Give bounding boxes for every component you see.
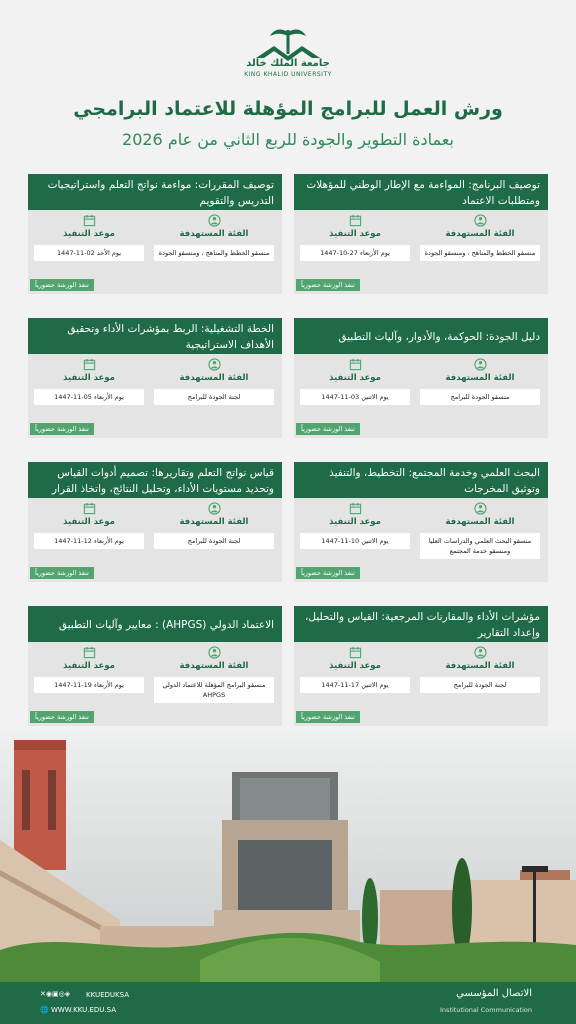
date-value: يوم الأربعاء 19-11-1447 xyxy=(34,677,144,693)
audience-label: الفئة المستهدفة xyxy=(445,517,515,527)
date-label: موعد التنفيذ xyxy=(63,661,115,671)
workshop-title-text: البحث العلمي وخدمة المجتمع: التخطيط، والتنفيذ وتوثيق المخرجات xyxy=(329,467,540,495)
date-column xyxy=(34,502,144,549)
audience-label: الفئة المستهدفة xyxy=(445,229,515,239)
date-value: يوم الاثنين 10-11-1447 xyxy=(300,533,410,549)
workshop-title xyxy=(28,606,282,642)
date-column xyxy=(300,358,410,405)
date-column xyxy=(34,214,144,261)
calendar-icon xyxy=(83,646,96,659)
workshop-title xyxy=(28,318,282,354)
workshop-title xyxy=(294,174,548,210)
workshop-title xyxy=(294,606,548,642)
audience-label: الفئة المستهدفة xyxy=(179,661,249,671)
audience-value: لجنة الجودة للبرامج xyxy=(154,389,274,405)
audience-value: منسقو الخطط والمناهج ، ومنسقو الجودة xyxy=(420,245,540,261)
audience-value: منسقو الخطط والمناهج ، ومنسقو الجودة xyxy=(154,245,274,261)
date-value: يوم الاثنين 03-11-1447 xyxy=(300,389,410,405)
footer xyxy=(0,982,576,1024)
calendar-icon xyxy=(349,214,362,227)
workshop-title-text: قياس نواتج التعلم وتقاريرها: تصميم أدوات القياس وتحديد مستويات الأداء، وتحليل النتائج، واتخاذ القرار xyxy=(51,467,274,495)
audience-column xyxy=(154,358,274,405)
university-name-en: KING KHALID UNIVERSITY xyxy=(244,71,332,78)
audience-value: منسقو البرامج المؤهلة للاعتماد الدولي AHPGS xyxy=(154,677,274,703)
date-column xyxy=(300,646,410,693)
calendar-icon xyxy=(349,358,362,371)
workshop-title xyxy=(28,462,282,498)
department-ar: الاتصال المؤسسي xyxy=(456,988,532,999)
workshop-title xyxy=(28,174,282,210)
calendar-icon xyxy=(349,502,362,515)
workshop-card xyxy=(294,606,548,726)
audience-label: الفئة المستهدفة xyxy=(445,373,515,383)
audience-value: لجنة الجودة للبرامج xyxy=(154,533,274,549)
calendar-icon xyxy=(83,502,96,515)
target-audience-icon xyxy=(474,214,487,227)
date-label: موعد التنفيذ xyxy=(63,229,115,239)
audience-value: منسقو الجودة للبرامج xyxy=(420,389,540,405)
target-audience-icon xyxy=(208,358,221,371)
mode-badge: تنفذ الورشة حضورياً xyxy=(30,711,94,723)
date-label: موعد التنفيذ xyxy=(63,517,115,527)
date-label: موعد التنفيذ xyxy=(63,373,115,383)
workshop-title-text: توصيف المقررات: مواءمة نواتج التعلم واستراتيجيات التدريس والتقويم xyxy=(47,179,274,207)
date-value: يوم الأربعاء 27-10-1447 xyxy=(300,245,410,261)
audience-label: الفئة المستهدفة xyxy=(179,229,249,239)
date-column xyxy=(34,646,144,693)
mode-badge: تنفذ الورشة حضورياً xyxy=(296,567,360,579)
target-audience-icon xyxy=(208,646,221,659)
website-text: WWW.KKU.EDU.SA xyxy=(50,1006,117,1014)
date-label: موعد التنفيذ xyxy=(329,229,381,239)
mode-badge: تنفذ الورشة حضورياً xyxy=(296,423,360,435)
mode-badge: تنفذ الورشة حضورياً xyxy=(30,279,94,291)
date-label: موعد التنفيذ xyxy=(329,517,381,527)
audience-label: الفئة المستهدفة xyxy=(445,661,515,671)
workshop-title-text: توصيف البرنامج: المواءمة مع الإطار الوطني للمؤهلات ومتطلبات الاعتماد xyxy=(306,179,540,207)
audience-column xyxy=(154,502,274,549)
social-handle[interactable]: KKUEDUKSA xyxy=(86,991,130,999)
workshop-card xyxy=(294,174,548,294)
date-value: يوم الاثنين 17-11-1447 xyxy=(300,677,410,693)
date-column xyxy=(300,502,410,549)
audience-column xyxy=(420,646,540,693)
workshop-card xyxy=(28,606,282,726)
date-column xyxy=(34,358,144,405)
workshop-title-text: دليل الجودة: الحوكمة، والأدوار، وآليات التطبيق xyxy=(338,331,540,343)
workshop-title xyxy=(294,462,548,498)
date-value: يوم الأربعاء 05-11-1447 xyxy=(34,389,144,405)
campus-photo xyxy=(0,730,576,982)
date-value: يوم الأربعاء 12-11-1447 xyxy=(34,533,144,549)
department-en: Institutional Communication xyxy=(440,1006,532,1014)
target-audience-icon xyxy=(208,214,221,227)
audience-column xyxy=(420,358,540,405)
workshop-title-text: الخطة التشغيلية: الربط بمؤشرات الأداء وتحقيق الأهداف الاستراتيجية xyxy=(67,323,274,351)
target-audience-icon xyxy=(474,646,487,659)
audience-column xyxy=(420,214,540,261)
website-link[interactable]: 🌐 WWW.KKU.EDU.SA xyxy=(40,1006,117,1014)
target-audience-icon xyxy=(474,358,487,371)
date-label: موعد التنفيذ xyxy=(329,373,381,383)
audience-value: لجنة الجودة للبرامج xyxy=(420,677,540,693)
workshop-card xyxy=(294,318,548,438)
mode-badge: تنفذ الورشة حضورياً xyxy=(296,711,360,723)
audience-value: منسقو البحث العلمي والدراسات العليا ومنسقو خدمة المجتمع xyxy=(420,533,540,559)
workshop-card xyxy=(28,174,282,294)
mode-badge: تنفذ الورشة حضورياً xyxy=(296,279,360,291)
workshop-title-text: الاعتماد الدولي (AHPGS) : معايير وآليات التطبيق xyxy=(58,619,274,631)
calendar-icon xyxy=(83,214,96,227)
calendar-icon xyxy=(83,358,96,371)
workshop-card xyxy=(28,462,282,582)
audience-column xyxy=(154,214,274,261)
audience-column xyxy=(154,646,274,703)
workshop-title xyxy=(294,318,548,354)
page-title: ورش العمل للبرامج المؤهلة للاعتماد البرامجي xyxy=(73,98,503,120)
mode-badge: تنفذ الورشة حضورياً xyxy=(30,567,94,579)
workshop-card xyxy=(294,462,548,582)
calendar-icon xyxy=(349,646,362,659)
page-subtitle: بعمادة التطوير والجودة للربع الثاني من عام 2026 xyxy=(122,130,454,149)
workshop-card xyxy=(28,318,282,438)
target-audience-icon xyxy=(208,502,221,515)
social-icons: ✕◉▣◎◈ xyxy=(40,990,71,998)
audience-column xyxy=(420,502,540,559)
date-label: موعد التنفيذ xyxy=(329,661,381,671)
university-name-ar: جامعة الملك خالد xyxy=(246,58,330,69)
workshop-title-text: مؤشرات الأداء والمقارنات المرجعية: القياس والتحليل، وإعداد التقارير xyxy=(304,611,540,639)
date-column xyxy=(300,214,410,261)
mode-badge: تنفذ الورشة حضورياً xyxy=(30,423,94,435)
target-audience-icon xyxy=(474,502,487,515)
audience-label: الفئة المستهدفة xyxy=(179,517,249,527)
audience-label: الفئة المستهدفة xyxy=(179,373,249,383)
date-value: يوم الأحد 02-11-1447 xyxy=(34,245,144,261)
